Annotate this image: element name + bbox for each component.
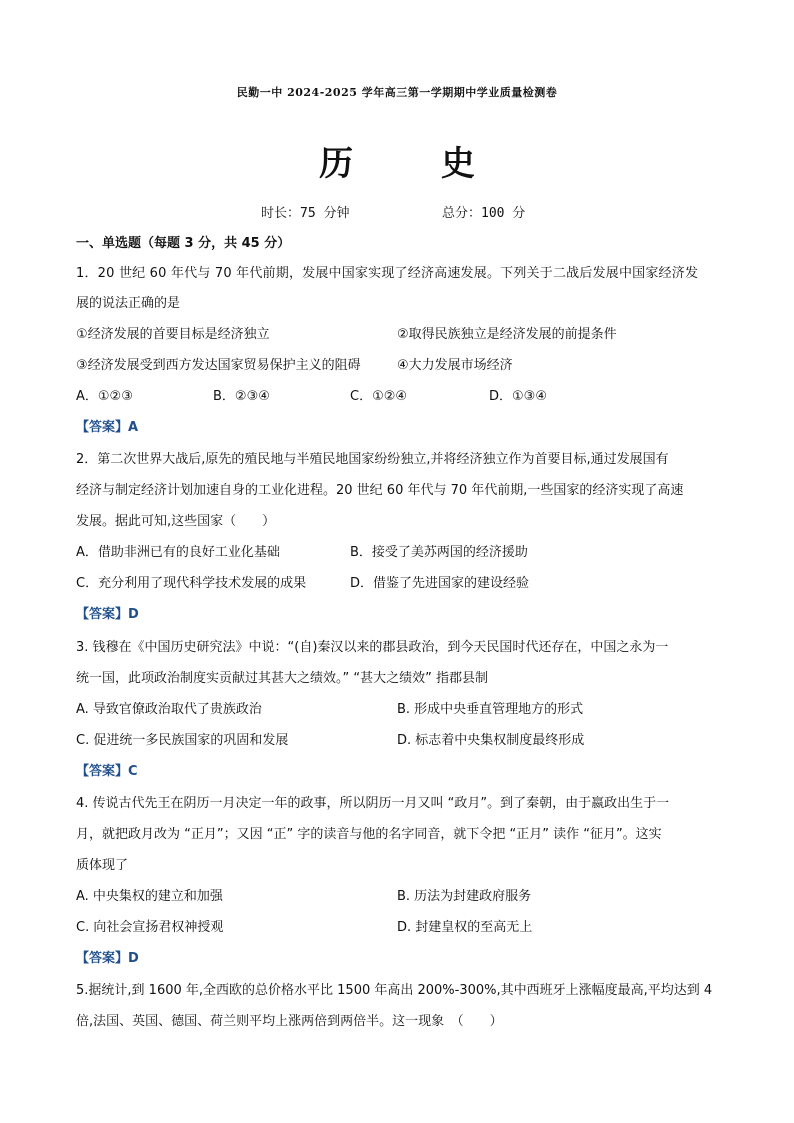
question-3-stem-line-1: 3. 钱穆在《中国历史研究法》中说：“(自)秦汉以来的郡县政治，到今天民国时代还存在，中国之永为一 [76, 640, 669, 655]
question-4-option-a: A. 中央集权的建立和加强 [76, 889, 223, 904]
exam-title: 民勤一中 2024-2025 学年高三第一学期期中学业质量检测卷 [236, 86, 558, 99]
question-2-option-c: C．充分利用了现代科学技术发展的成果 [76, 576, 307, 591]
question-2-stem-line-1: 2．第二次世界大战后,原先的殖民地与半殖民地国家纷纷独立,并将经济独立作为首要目标,通过发展国有 [76, 452, 669, 467]
question-5-stem-line-2: 倍,法国、英国、德国、荷兰则平均上涨两倍到两倍半。这一现象 （ ） [76, 1014, 503, 1029]
question-1-option-a: A．①②③ [76, 389, 133, 404]
question-3-option-a: A. 导致官僚政治取代了贵族政治 [76, 702, 262, 717]
question-1-option-c: C．①②④ [350, 389, 408, 404]
question-1-option-b: B．②③④ [213, 389, 270, 404]
question-2-answer: 【答案】D [76, 607, 139, 622]
question-3-option-d: D. 标志着中央集权制度最终形成 [397, 733, 585, 748]
subject-title: 历 史 [319, 144, 513, 184]
question-1-statement-2: ②取得民族独立是经济发展的前提条件 [397, 327, 617, 342]
question-1-statement-1: ①经济发展的首要目标是经济独立 [76, 327, 270, 342]
question-2-stem-line-2: 经济与制定经济计划加速自身的工业化进程。20 世纪 60 年代与 70 年代前期,一些国家的经济实现了高速 [76, 483, 684, 498]
question-4-stem-line-1: 4. 传说古代先王在阴历一月决定一年的政事，所以阴历一月又叫 “政月”。到了秦朝，由于嬴政出生于一 [76, 796, 670, 811]
question-2-option-b: B．接受了美苏两国的经济援助 [350, 545, 528, 560]
section-heading: 一、单选题（每题 3 分，共 45 分） [76, 236, 291, 251]
question-1-stem-line-2: 展的说法正确的是 [76, 296, 181, 311]
question-3-stem-line-2: 统一国，此项政治制度实贡献过其甚大之绩效。” “甚大之绩效” 指郡县制 [76, 671, 488, 686]
question-4-option-b: B. 历法为封建政府服务 [397, 889, 532, 904]
exam-duration: 时长：75 分钟 [261, 206, 350, 221]
question-2-option-d: D．借鉴了先进国家的建设经验 [350, 576, 530, 591]
question-3-answer: 【答案】C [76, 764, 138, 779]
question-1-answer: 【答案】A [76, 420, 139, 435]
question-1-stem-line-1: 1．20 世纪 60 年代与 70 年代前期，发展中国家实现了经济高速发展。下列关于二战后发展中国家经济发 [76, 266, 699, 281]
question-2-stem-line-3: 发展。据此可知,这些国家（ ） [76, 514, 276, 529]
question-3-option-b: B. 形成中央垂直管理地方的形式 [397, 702, 584, 717]
question-4-option-c: C. 向社会宣扬君权神授观 [76, 920, 224, 935]
question-1-statement-4: ④大力发展市场经济 [397, 358, 513, 373]
question-1-statement-3: ③经济发展受到西方发达国家贸易保护主义的阻碍 [76, 358, 361, 373]
question-5-stem-line-1: 5.据统计,到 1600 年,全西欧的总价格水平比 1500 年高出 200%-300%,其中西班牙上涨幅度最高,平均达到 4 [76, 983, 713, 998]
question-3-option-c: C. 促进统一多民族国家的巩固和发展 [76, 733, 289, 748]
question-1-option-d: D．①③④ [489, 389, 547, 404]
question-4-answer: 【答案】D [76, 951, 139, 966]
exam-total-score: 总分：100 分 [442, 206, 526, 221]
question-2-option-a: A．借助非洲已有的良好工业化基础 [76, 545, 280, 560]
question-4-stem-line-3: 质体现了 [76, 858, 129, 873]
question-4-stem-line-2: 月，就把政月改为 “正月”；又因 “正” 字的读音与他的名字同音，就下令把 “正月” 读作 “征月”。这实 [76, 827, 662, 842]
question-4-option-d: D. 封建皇权的至高无上 [397, 920, 533, 935]
